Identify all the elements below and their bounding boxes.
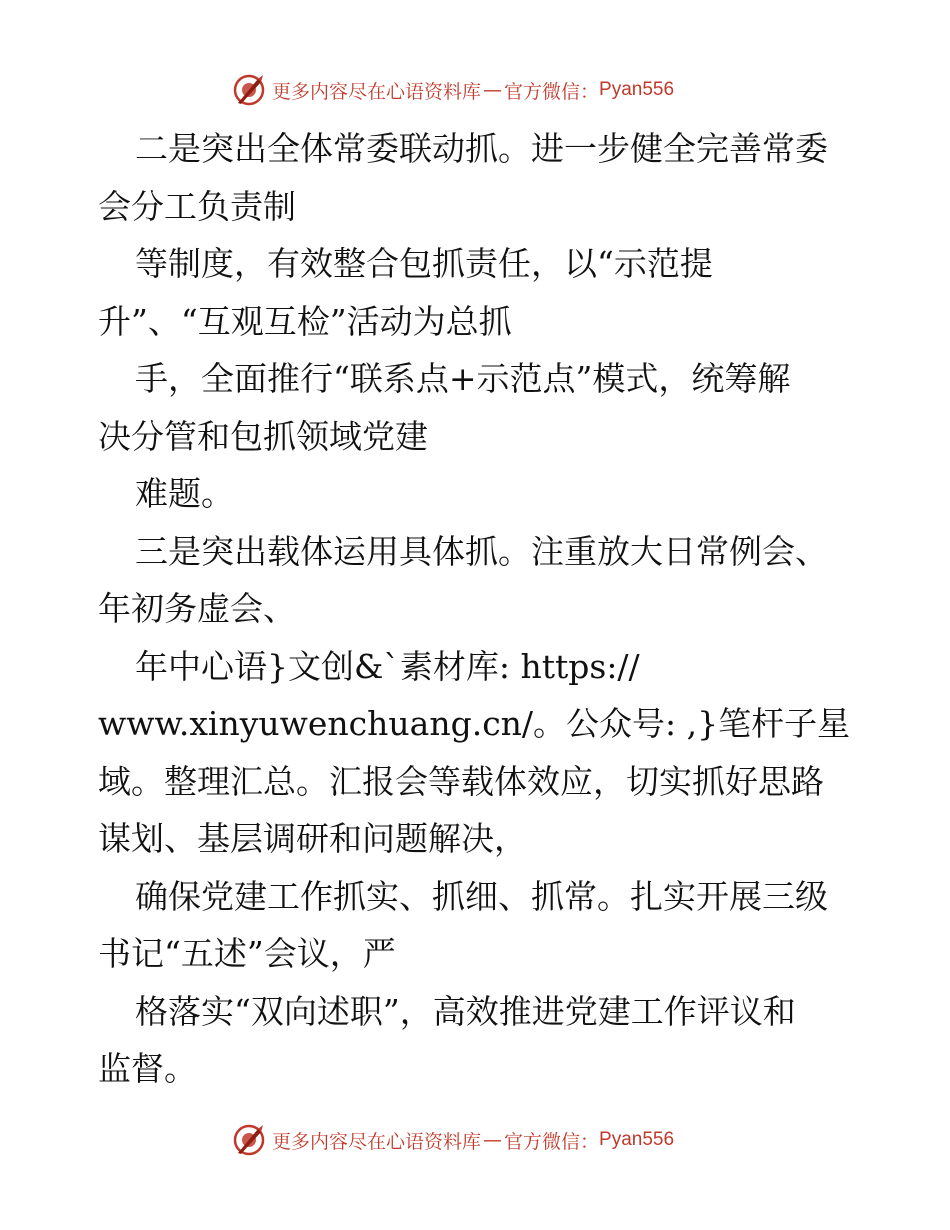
site-slogan: 更多内容尽在心语资料库 (272, 1130, 482, 1153)
quill-in-circle-icon (232, 73, 266, 107)
paragraph-line: 谋划、基层调研和问题解决， (98, 819, 527, 858)
quill-in-circle-icon (232, 1123, 266, 1157)
footer-banner (232, 1120, 674, 1160)
wechat-id: Pyan556 (599, 79, 675, 100)
paragraph-line: 三是突出载体运用具体抓。注重放大日常例会、 (135, 531, 828, 571)
paragraph-line: 会分工负责制 (98, 186, 296, 226)
paragraph-line: 域。整理汇总。汇报会等载体效应，切实抓好思路 (98, 761, 824, 801)
document-body (98, 120, 858, 1098)
paragraph-line: 难题。 (135, 474, 234, 513)
paragraph-line: 监督。 (98, 1049, 197, 1088)
banner-separator: — (483, 79, 503, 101)
wechat-id: Pyan556 (599, 1129, 675, 1150)
paragraph-line: 确保党建工作抓实、抓细、抓常。扎实开展三级 (135, 876, 828, 916)
paragraph-line: 手，全面推行“联系点+示范点”模式，统筹解 (135, 359, 791, 398)
paragraph-line: 等制度，有效整合包抓责任，以“示范提 (135, 244, 713, 283)
wechat-label: 官方微信： (504, 80, 600, 103)
paragraph-line: www.xinyuwenchuang.cn/。公众号: ,}笔杆子星 (98, 704, 851, 743)
header-banner (232, 70, 674, 110)
paragraph-line: 升”、“互观互检”活动为总抓 (98, 301, 512, 341)
wechat-label: 官方微信： (504, 1130, 600, 1153)
paragraph-line: 决分管和包抓领域党建 (98, 416, 428, 456)
banner-separator: — (483, 1129, 503, 1151)
paragraph-line: 年中心语}文创&`素材库: https:// (135, 646, 640, 686)
paragraph-line: 书记“五述”会议，严 (98, 934, 396, 973)
paragraph-line: 年初务虚会、 (98, 589, 296, 628)
paragraph-line: 二是突出全体常委联动抓。进一步健全完善常委 (135, 129, 828, 168)
paragraph-line: 格落实“双向述职”，高效推进党建工作评议和 (135, 991, 796, 1031)
site-slogan: 更多内容尽在心语资料库 (272, 80, 482, 103)
